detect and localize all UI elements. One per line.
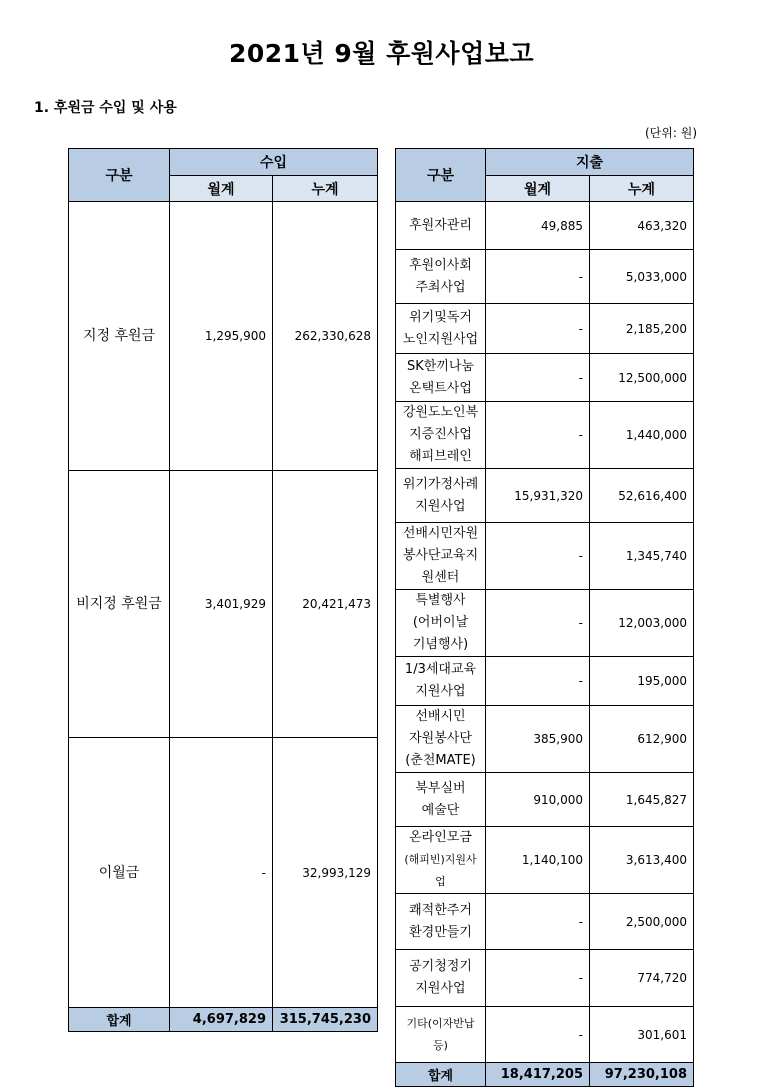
expense-monthly-value: 910,000 [486, 773, 590, 827]
expense-cumulative-value: 463,320 [590, 202, 694, 250]
expense-cumulative-value: 1,440,000 [590, 402, 694, 469]
expense-category-line: 공기청정기 [409, 959, 472, 974]
expense-category-line: 1/3세대교육 [404, 662, 477, 677]
expense-category-line: 예술단 [421, 802, 460, 818]
expense-cumulative-value: 2,185,200 [590, 304, 694, 354]
income-cumulative-value: 262,330,628 [273, 202, 378, 471]
table-row [396, 354, 694, 402]
income-monthly-value: - [170, 738, 273, 1008]
table-row [396, 894, 694, 950]
expense-monthly-value: - [486, 950, 590, 1007]
expense-monthly-value: 49,885 [486, 202, 590, 250]
expense-category-line: 원센터 [421, 570, 460, 585]
expense-category-line: 지원사업 [415, 498, 466, 514]
table-row [396, 827, 694, 894]
expense-total-label: 합계 [396, 1063, 486, 1087]
expense-total-monthly: 18,417,205 [486, 1063, 590, 1087]
unit-label: (단위: 원) [645, 126, 697, 140]
expense-category [396, 773, 486, 827]
expense-category [396, 402, 486, 469]
table-row [396, 1007, 694, 1063]
expense-category-line: 지원사업 [415, 684, 466, 699]
expense-category-line: 자원봉사단 [409, 731, 472, 746]
income-category: 이월금 [69, 738, 170, 1008]
table-row [396, 202, 694, 250]
expense-monthly-value: - [486, 894, 590, 950]
income-category: 비지정 후원금 [69, 471, 170, 738]
income-group-header: 수입 [170, 149, 378, 176]
income-monthly-value: 3,401,929 [170, 471, 273, 738]
table-row [396, 250, 694, 304]
section-heading: 1. 후원금 수입 및 사용 [34, 100, 177, 116]
expense-cumulative-value: 612,900 [590, 706, 694, 773]
expense-category-header: 구분 [396, 149, 486, 202]
table-row [396, 523, 694, 590]
expense-cumulative-value: 3,613,400 [590, 827, 694, 894]
expense-cumulative-value: 301,601 [590, 1007, 694, 1063]
expense-monthly-value: - [486, 250, 590, 304]
expense-category-line: (해피빈)지원사업 [404, 853, 477, 888]
income-cumulative-value: 32,993,129 [273, 738, 378, 1008]
expense-cumulative-value: 195,000 [590, 657, 694, 706]
expense-category-line: 위기가정사례 [402, 476, 479, 492]
income-category-header: 구분 [69, 149, 170, 202]
expense-category-line: 북부실버 [415, 780, 466, 796]
expense-monthly-value: 1,140,100 [486, 827, 590, 894]
expense-category [396, 894, 486, 950]
income-monthly-header: 월계 [170, 176, 273, 202]
income-category: 지정 후원금 [69, 202, 170, 471]
expense-category [396, 250, 486, 304]
expense-category-line: 후원이사회 [409, 257, 472, 273]
expense-category [396, 950, 486, 1007]
expense-category-line: 기타(이자반납 등) [406, 1016, 475, 1052]
expense-category [396, 304, 486, 354]
income-cumulative-value: 20,421,473 [273, 471, 378, 738]
expense-monthly-value: - [486, 354, 590, 402]
expense-monthly-header: 월계 [486, 176, 590, 202]
expense-category-line: 지원사업 [415, 981, 466, 996]
income-cumulative-header: 누계 [273, 176, 378, 202]
expense-category-line: 선배시민자원 [402, 526, 479, 541]
table-row [69, 738, 378, 1008]
total-row [396, 1063, 694, 1087]
expense-category-line: 지증진사업 [409, 427, 472, 442]
expense-category [396, 202, 486, 250]
expense-category-line: 봉사단교육지 [402, 548, 479, 563]
expense-cumulative-value: 12,003,000 [590, 590, 694, 657]
expense-category-line: 주최사업 [415, 279, 466, 295]
income-monthly-value: 1,295,900 [170, 202, 273, 471]
total-row [69, 1008, 378, 1032]
table-row [396, 773, 694, 827]
income-table [68, 148, 378, 1032]
expense-category-line: 위기및독거 [409, 309, 472, 325]
income-total-label: 합계 [69, 1008, 170, 1032]
expense-category-line: 강원도노인복 [402, 405, 479, 420]
expense-cumulative-value: 774,720 [590, 950, 694, 1007]
expense-monthly-value: - [486, 1007, 590, 1063]
expense-monthly-value: - [486, 304, 590, 354]
expense-cumulative-value: 2,500,000 [590, 894, 694, 950]
expense-cumulative-value: 1,645,827 [590, 773, 694, 827]
expense-category [396, 354, 486, 402]
table-row [396, 657, 694, 706]
expense-category-line: (어버이날 [412, 615, 469, 630]
expense-category-line: 특별행사 [415, 593, 466, 608]
expense-category-line: 노인지원사업 [402, 331, 479, 347]
expense-cumulative-value: 12,500,000 [590, 354, 694, 402]
table-row [396, 706, 694, 773]
expense-table [395, 148, 694, 1087]
expense-total-cumulative: 97,230,108 [590, 1063, 694, 1087]
table-row [69, 202, 378, 471]
expense-cumulative-value: 52,616,400 [590, 469, 694, 523]
expense-category [396, 1007, 486, 1063]
expense-monthly-value: - [486, 523, 590, 590]
expense-monthly-value: - [486, 657, 590, 706]
table-row [69, 471, 378, 738]
expense-category-line: 온택트사업 [409, 380, 472, 396]
table-row [396, 950, 694, 1007]
expense-category-line: 후원자관리 [409, 217, 472, 233]
expense-monthly-value: - [486, 590, 590, 657]
expense-category-line: (춘천MATE) [405, 753, 476, 768]
expense-category [396, 523, 486, 590]
page-title: 2021년 9월 후원사업보고 [228, 39, 535, 68]
expense-category-line: 선배시민 [415, 709, 466, 724]
expense-category-line: SK한끼나눔 [406, 358, 474, 374]
expense-category-line: 환경만들기 [409, 924, 472, 940]
income-total-monthly: 4,697,829 [170, 1008, 273, 1032]
expense-cumulative-value: 5,033,000 [590, 250, 694, 304]
expense-monthly-value: 15,931,320 [486, 469, 590, 523]
table-row [396, 590, 694, 657]
expense-cumulative-header: 누계 [590, 176, 694, 202]
expense-category-line: 온라인모금 [409, 830, 472, 845]
expense-category [396, 590, 486, 657]
expense-category-line: 쾌적한주거 [409, 902, 472, 918]
expense-category [396, 827, 486, 894]
expense-category-line: 기념행사) [412, 637, 469, 652]
income-total-cumulative: 315,745,230 [273, 1008, 378, 1032]
expense-category [396, 706, 486, 773]
expense-category-line: 해피브레인 [409, 449, 472, 464]
expense-monthly-value: 385,900 [486, 706, 590, 773]
expense-category [396, 657, 486, 706]
expense-category [396, 469, 486, 523]
expense-cumulative-value: 1,345,740 [590, 523, 694, 590]
expense-monthly-value: - [486, 402, 590, 469]
table-row [396, 402, 694, 469]
table-row [396, 304, 694, 354]
expense-group-header: 지출 [486, 149, 694, 176]
table-row [396, 469, 694, 523]
